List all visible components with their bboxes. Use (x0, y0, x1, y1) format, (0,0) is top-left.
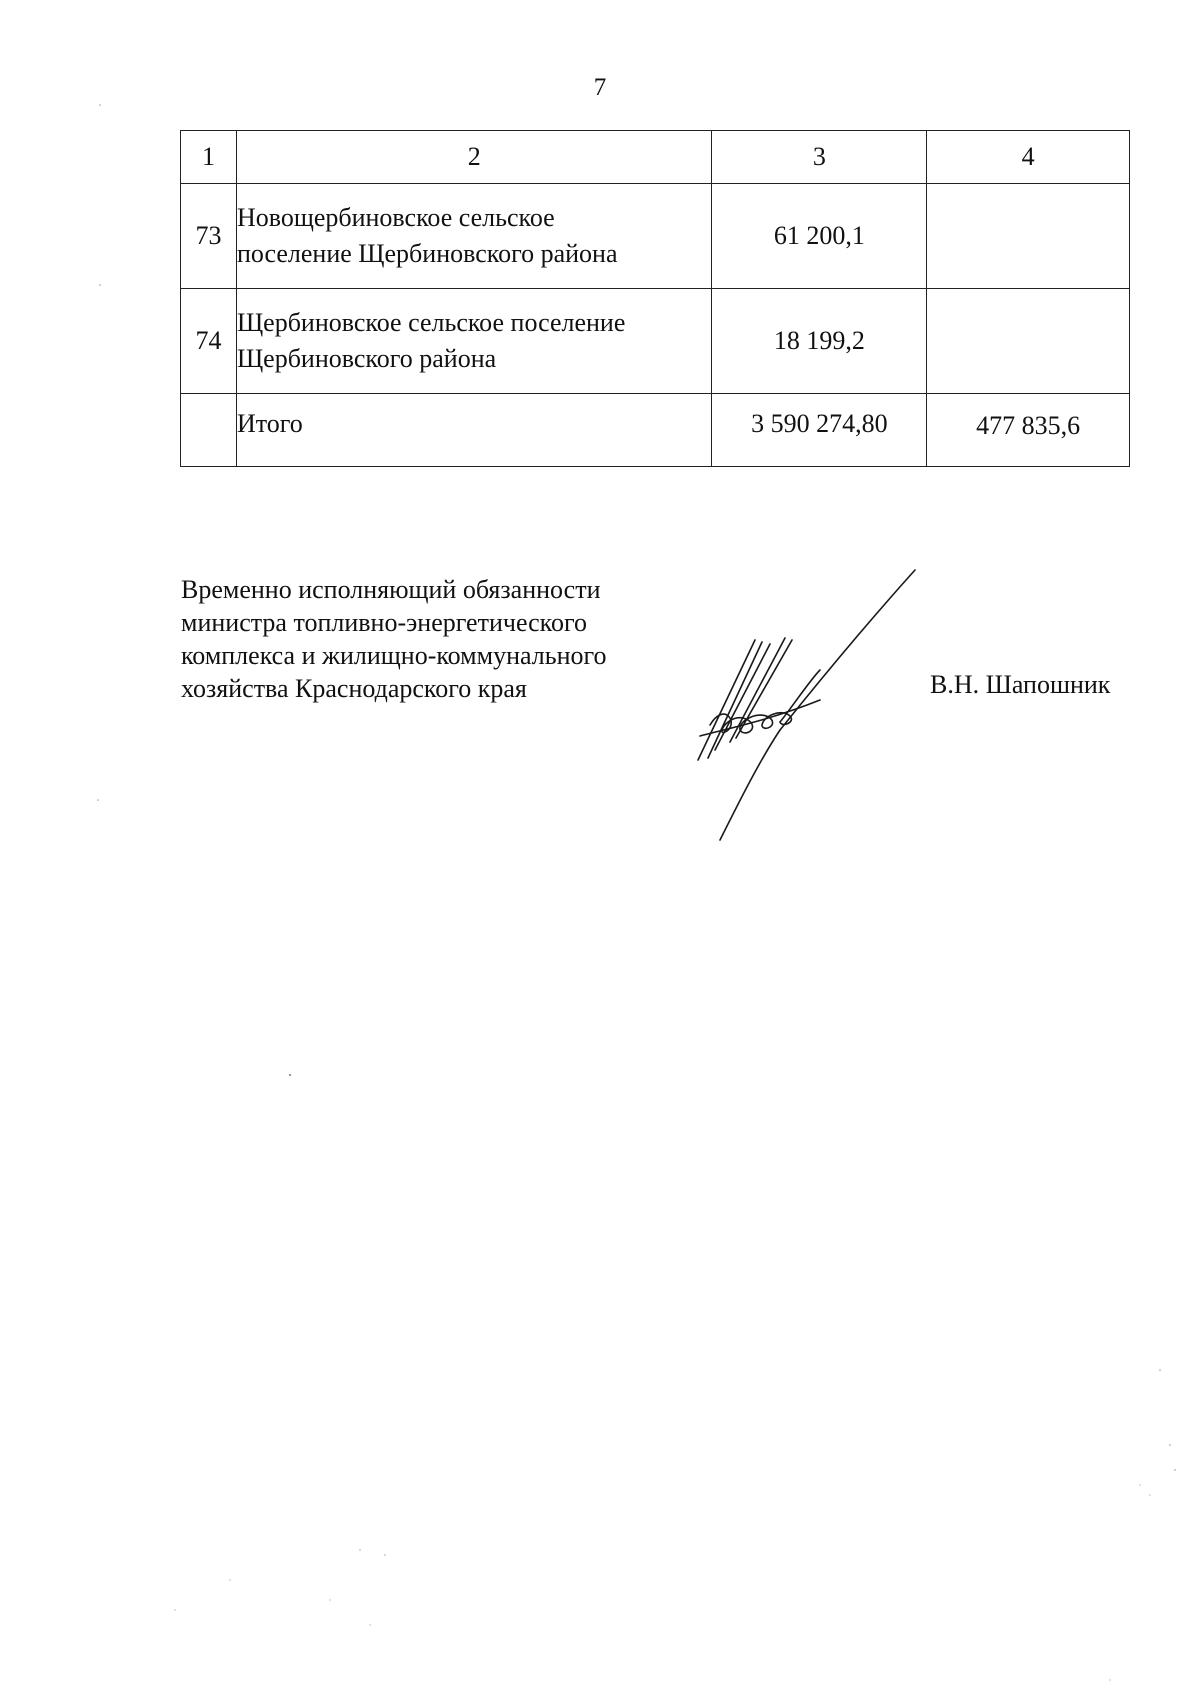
amount-cell (927, 184, 1130, 289)
total-amount-cell: 477 835,6 (927, 394, 1130, 467)
signer-name: В.Н. Шапошник (930, 670, 1111, 699)
total-amount-cell: 3 590 274,80 (712, 394, 927, 467)
signer-title-line: министра топливно-энергетического (181, 608, 588, 637)
row-number-cell (181, 394, 237, 467)
signer-title (181, 573, 701, 705)
table-row (181, 184, 1130, 289)
settlement-name-line: Новощербиновское сельское (236, 203, 555, 232)
amount-cell: 61 200,1 (712, 184, 927, 289)
row-number-cell: 73 (181, 184, 237, 289)
settlement-name-line: Щербиновское сельское поселение (236, 308, 626, 337)
signer-title-line: Временно исполняющий обязанности (181, 575, 601, 604)
table-header-cell: 1 (181, 131, 237, 184)
amount-cell: 18 199,2 (712, 289, 927, 394)
table-row (181, 289, 1130, 394)
handwritten-signature (670, 560, 930, 850)
signer-title-line: хозяйства Краснодарского края (181, 674, 527, 703)
table-header-row (181, 131, 1130, 184)
total-label-cell: Итого (236, 394, 712, 467)
data-table (180, 130, 1130, 467)
page-number: 7 (593, 74, 607, 101)
signer-title-line: комплекса и жилищно-коммунального (181, 641, 607, 670)
settlement-name-line: Щербиновского района (236, 344, 497, 373)
settlement-name-cell (236, 289, 712, 394)
row-number-cell: 74 (181, 289, 237, 394)
table-header-cell: 3 (712, 131, 927, 184)
table-total-row (181, 394, 1130, 467)
settlement-name-line: поселение Щербиновского района (236, 239, 618, 268)
amount-cell (927, 289, 1130, 394)
settlement-name-cell (236, 184, 712, 289)
table-header-cell: 2 (236, 131, 712, 184)
table-header-cell: 4 (927, 131, 1130, 184)
